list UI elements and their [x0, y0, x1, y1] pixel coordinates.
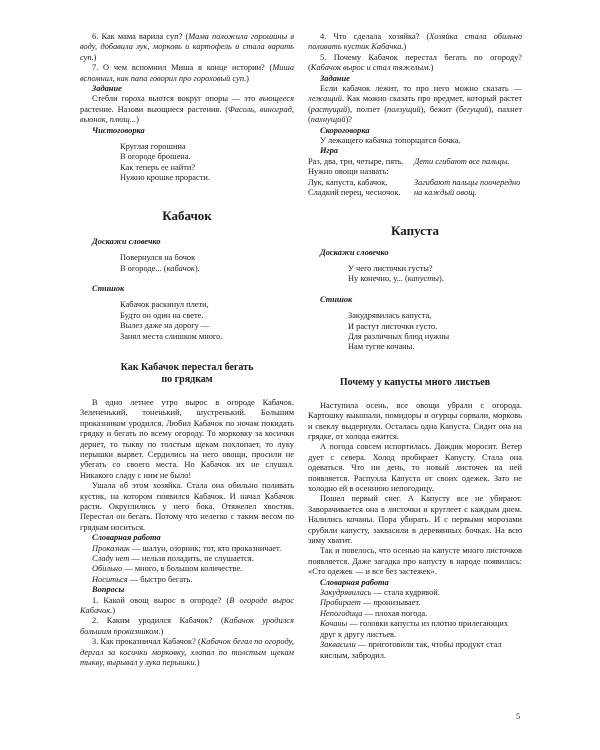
question-3: 3. Как проказничал Кабачок? (Кабачок бегал по огороду, дергал за косички морковку, хлопал по толстым щекам тыкву, вырывал у лука перышки.) — [80, 637, 295, 668]
vocab-entry: Закудрявилась — стала кудрявой. — [320, 588, 440, 598]
poem-line: Нужно крошке прорасти. — [120, 173, 210, 183]
left-column — [80, 32, 294, 669]
task-heading: Задание — [92, 84, 122, 94]
story-paragraph: Ушала об этом хозяйка. Стала она обильно поливать кустик, на котором появился Кабачок. И начал Кабачок расти. Округлились у него бока. Отяжелел хвостик. Перестал он бегать. Потому что нелегко с таким весом по грядкам носиться. — [80, 481, 294, 532]
doskazhi-riddle — [120, 253, 294, 274]
stishok-heading: Стишок — [92, 283, 125, 293]
doskazhi-riddle — [348, 264, 522, 285]
igra-row: Нужно овощи назвать: — [308, 167, 389, 177]
right-column — [308, 32, 522, 661]
poem-line: Вылез даже на дорогу — — [120, 321, 210, 331]
riddle-line: Повернулся на бочок — [120, 253, 196, 263]
task-heading: Задание — [320, 73, 350, 83]
poem-line: Занял места слишком много. — [120, 331, 223, 341]
question-4: 4. Что сделала хозяйка? (Хозяйка стала обильно поливать кустик Кабачка.) — [308, 32, 522, 52]
vocab-entry: Сладу нет — нельзя поладить, не слушается. — [92, 554, 254, 564]
riddle-line: Ну конечно, у... (капусты). — [348, 274, 444, 284]
doskazhi-heading: Доскажи словечко — [320, 247, 389, 257]
stishok-poem — [120, 300, 294, 342]
vocab-entry: Непогодица — плохая погода. — [320, 608, 428, 618]
story-title-line-1: Как Кабачок перестал бегать — [120, 361, 254, 373]
poem-line: Круглая горошина — [120, 142, 186, 152]
poem-line: Будто он один на свете. — [120, 310, 204, 320]
poem-line: Как теперь ее найти? — [120, 162, 196, 172]
poem-line: Для различных блюд нужны — [348, 331, 450, 341]
vocab-entry: Кочаны — головки капусты из плотно прилегающих друг к другу листьев. — [320, 619, 509, 639]
riddle-line: В огороде... (кабачок). — [120, 263, 200, 273]
question-6: 6. Как мама варила суп? (Мама положила горошины в воду, добавила лук, морковь и картофель и стала варить суп.) — [80, 32, 295, 62]
question-2: 2. Каким уродился Кабачок? (Кабачок уродился большим проказником.) — [80, 616, 294, 636]
igra-heading: Игра — [320, 146, 338, 156]
stishok-heading: Стишок — [320, 294, 353, 304]
question-1: 1. Какой овощ вырос в огороде? (В огороде вырос Кабачок.) — [80, 595, 294, 616]
poem-line: В огороде брошена. — [120, 152, 191, 162]
questions-heading: Вопросы — [92, 585, 125, 595]
chistogovorka-heading: Чистоговорка — [92, 125, 145, 135]
chistogovorka-poem — [120, 142, 294, 184]
question-7: 7. О чем вспомнил Миша в конце истории? (Миша вспомнил, как папа говорил про гороховый суп.) — [80, 63, 295, 83]
story-paragraph: Пошел первый снег. А Капусту все не убирают. Заворачивается она в листочки и круглеет с каждым днем. Налились кочаны. Пора убирать. И с первыми морозами срубили капусту, заквасили в деревянных бочках. На всю зиму хватит. — [308, 494, 522, 546]
vocab-entry: Обильно — много, в большом количестве. — [92, 564, 243, 574]
vocab-heading: Словарная работа — [92, 533, 161, 543]
task-text: Если кабачок лежит, то про него можно сказать — лежащий. Как можно сказать про предмет, который растет (растущий), ползет (ползущий), бежит (бегущий), пахнет (пахнущий)? — [308, 84, 522, 125]
kapusta-title: Капуста — [391, 222, 439, 238]
story-paragraph: А погода совсем испортилась. Дождик моросит. Ветер дует с севера. Холод пробирает Капусту. Стала она одеваться. Что ни день, то новый листочек на ней появляется. Распухла Капуста от своих одежек. Зато не холодно ей в осеннюю непогодицу. — [308, 442, 522, 493]
vocab-heading: Словарная работа — [320, 577, 389, 587]
vocab-entry: Носиться — быстро бегать. — [92, 574, 193, 584]
task-text: Стебли гороха вьются вокруг опоры — это вьющееся растение. Назови вьющиеся растения. (Фасоль, виноград, вьюнок, плющ...) — [80, 94, 294, 125]
poem-line: И растут листочки густо. — [348, 321, 438, 331]
skorogovorka-heading: Скороговорка — [320, 125, 370, 135]
question-5: 5. Почему Кабачок перестал бегать по огороду? (Кабачок вырос и стал тяжелым.) — [308, 52, 523, 73]
vocab-entry: Пробирает — пронизывает. — [320, 598, 421, 608]
doskazhi-heading: Доскажи словечко — [92, 236, 161, 246]
page-number: 5 — [516, 712, 521, 721]
riddle-line: У чего листочки густы? — [348, 263, 433, 273]
story-paragraph: В одно летнее утро вырос в огороде Кабачок. Зелененький, тоненький, шустренький. Большим проказником уродился. Любил Кабачок по ночам покидать грядку и бегать по всему огороду. То морковку за косички дернет, то тыкву по толстым щекам похлопает, то луку перышки вырвет. Сердились на него овощи, просили не убегать со своего места. Но Кабачок их не слушал. Никакого сладу с ним не было! — [80, 397, 294, 480]
vocab-entry: Заквасили — приготовили так, чтобы продукт стал кислым, забродил. — [320, 640, 502, 660]
poem-line: Закудрявилась капуста, — [348, 311, 432, 321]
poem-line: Нам тугие кочаны. — [348, 342, 415, 352]
story-title-line-2: по грядкам — [161, 373, 213, 385]
vocab-entry: Проказник — шалун, озорник; тот, кто проказничает. — [92, 543, 282, 553]
story-paragraph: Наступила осень, все овощи убрали с огорода. Картошку выкопали, помидоры и огурцы сорвали, морковь и свеклу выдернули. Осталась одна Капуста. Сидит она на грядке, от холода ежится. — [308, 400, 522, 441]
igra-row: Раз, два, три, четыре, пять. Дети сгибают все пальцы. — [308, 156, 510, 166]
poem-line: Кабачок раскинул плети, — [120, 300, 209, 310]
kapusta-story-title: Почему у капусты много листьев — [339, 376, 491, 388]
igra-row: Лук, капуста, кабачок, Сладкий перец, чесночок. Загибают пальцы поочередно на каждый овощ. — [308, 177, 521, 198]
kabachok-title: Кабачок — [162, 207, 212, 223]
story-paragraph: Так и повелось, что осенью на капусте много листочков появляется. Даже загадка про капусту в народе появилась: «Сто одежек — и все без застежек». — [308, 546, 522, 577]
skorogovorka-text: У лежащего кабачка топорщатся бочка. — [320, 136, 461, 146]
stishok-poem — [348, 311, 522, 353]
